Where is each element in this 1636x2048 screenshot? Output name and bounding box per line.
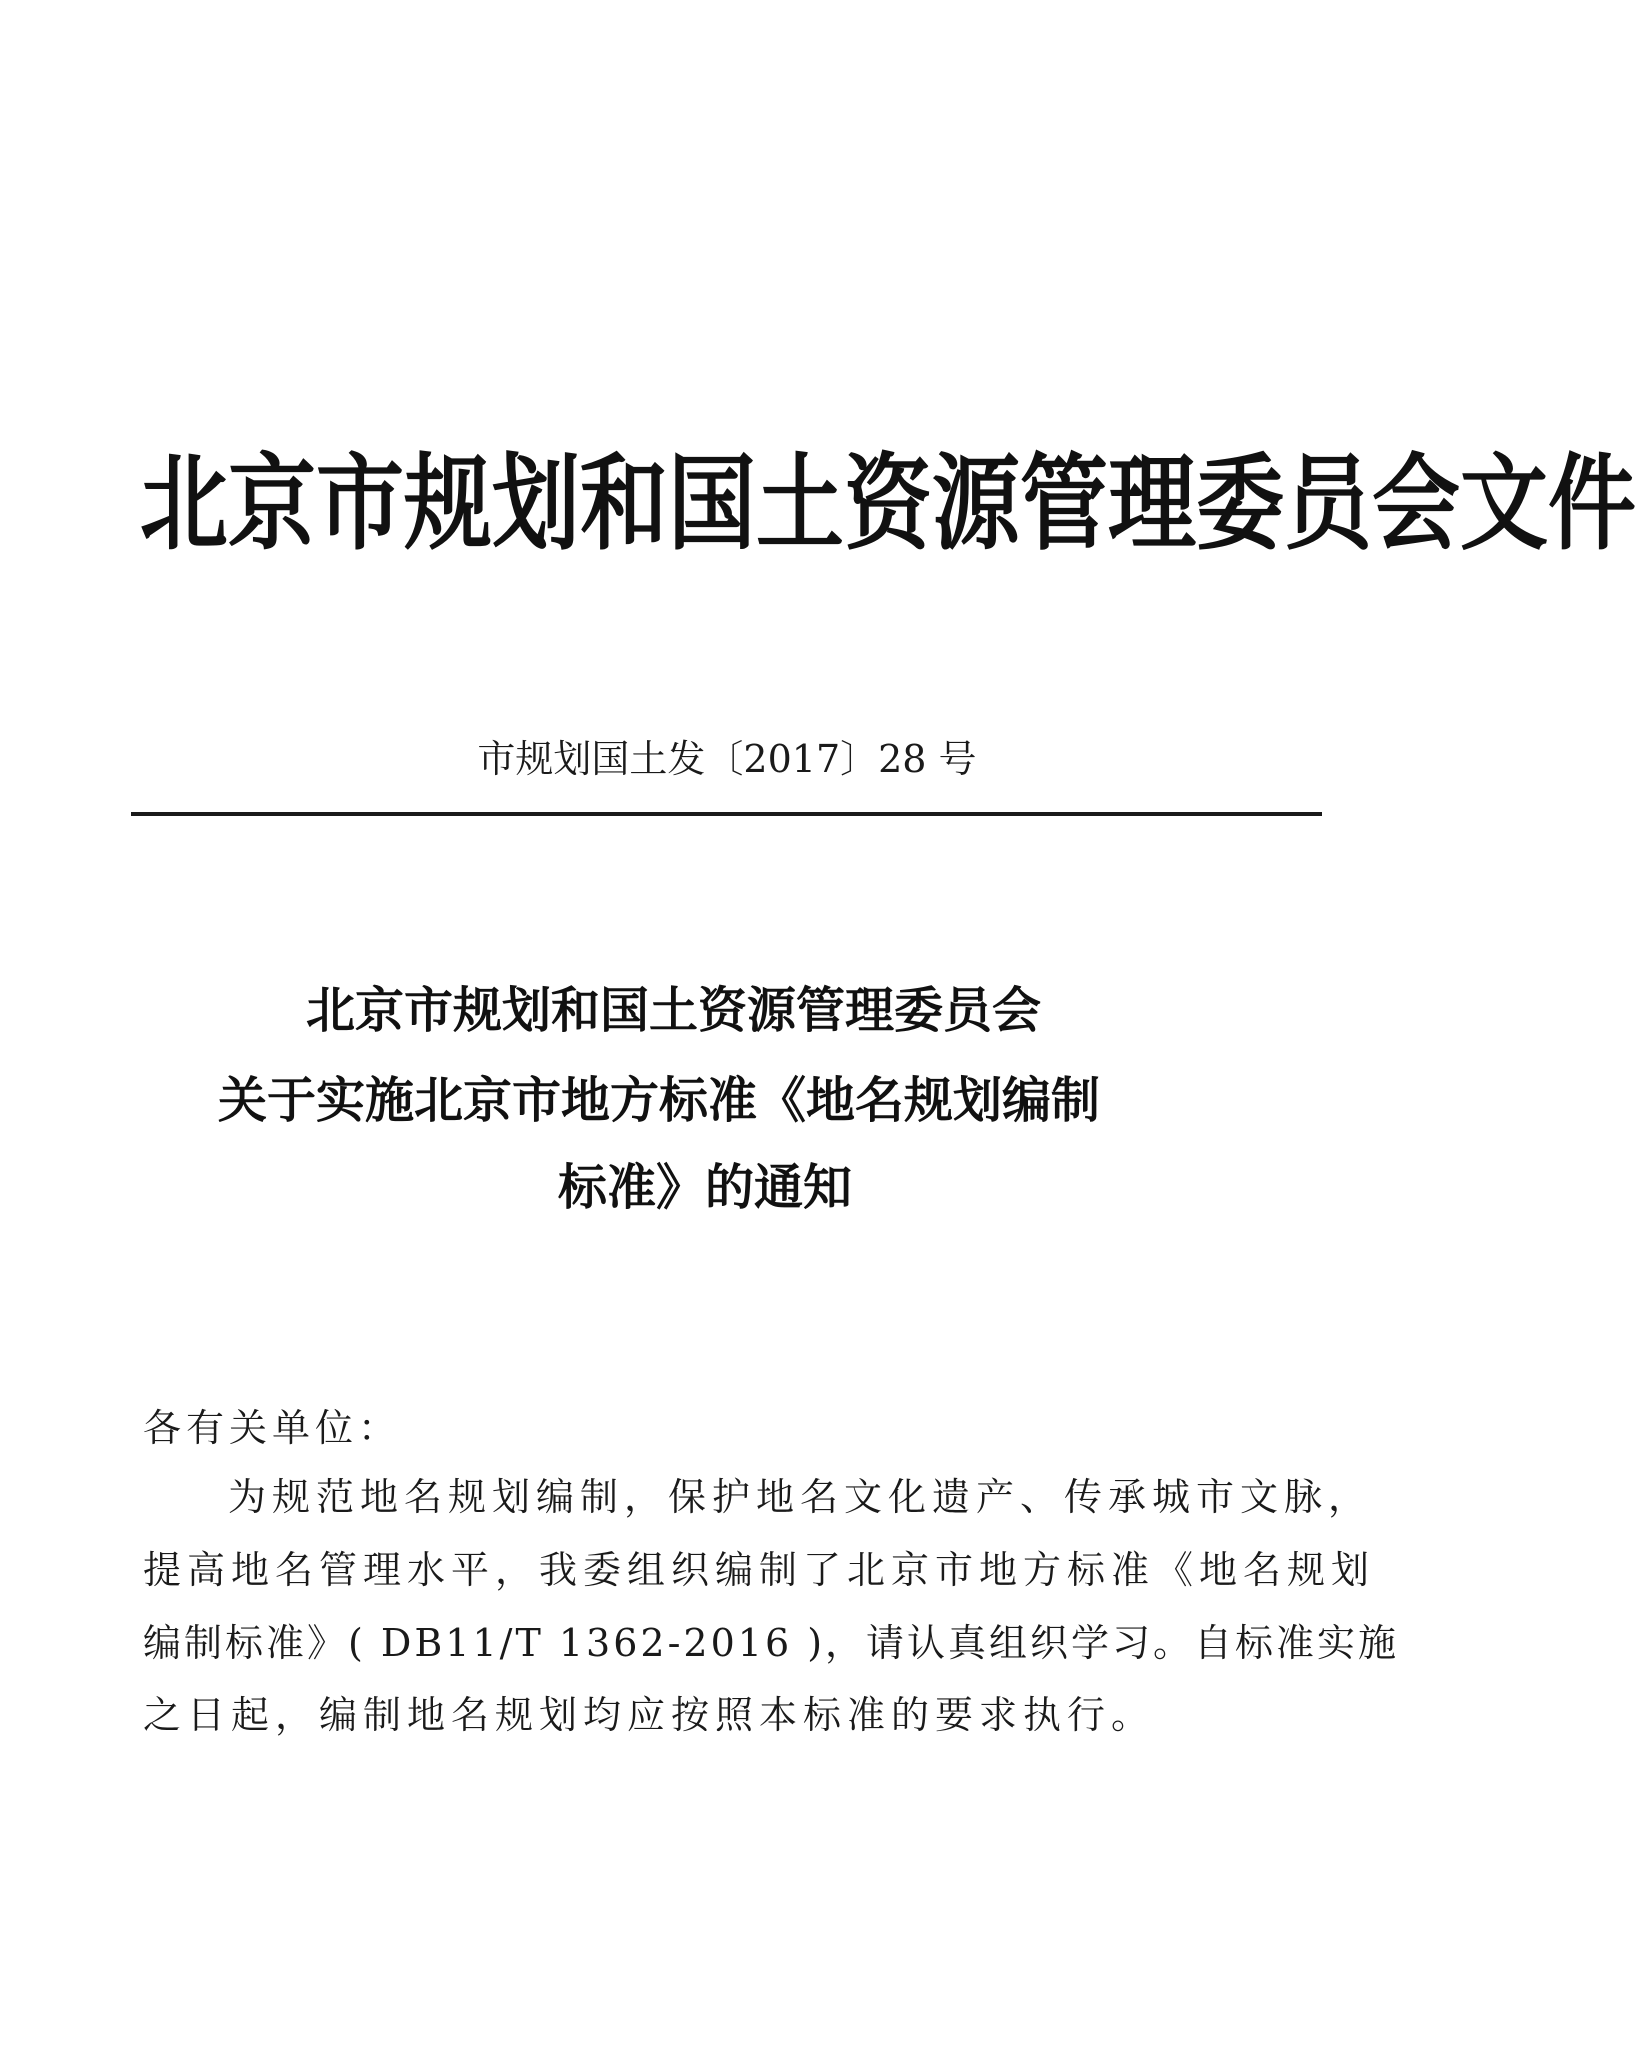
notice-title-line-2: 关于实施北京市地方标准《地名规划编制 [218,1071,1101,1129]
body-paragraph-line-1: 为规范地名规划编制，保护地名文化遗产、传承城市文脉， [228,1475,1373,1519]
document-number: 市规划国土发〔2017〕28 号 [477,737,977,781]
notice-title-line-3: 标准》的通知 [558,1158,853,1216]
document-masthead: 北京市规划和国土资源管理委员会文件 [140,441,1636,565]
masthead-divider-line [131,812,1322,816]
body-paragraph-line-4: 之日起，编制地名规划均应按照本标准的要求执行。 [143,1693,1156,1737]
body-paragraph-line-3: 编制标准》( DB11/T 1362-2016 )，请认真组织学习。自标准实施 [143,1621,1400,1665]
body-paragraph-line-2: 提高地名管理水平，我委组织编制了北京市地方标准《地名规划 [143,1548,1376,1592]
notice-title-line-1: 北京市规划和国土资源管理委员会 [306,981,1042,1039]
salutation: 各有关单位： [143,1406,402,1450]
